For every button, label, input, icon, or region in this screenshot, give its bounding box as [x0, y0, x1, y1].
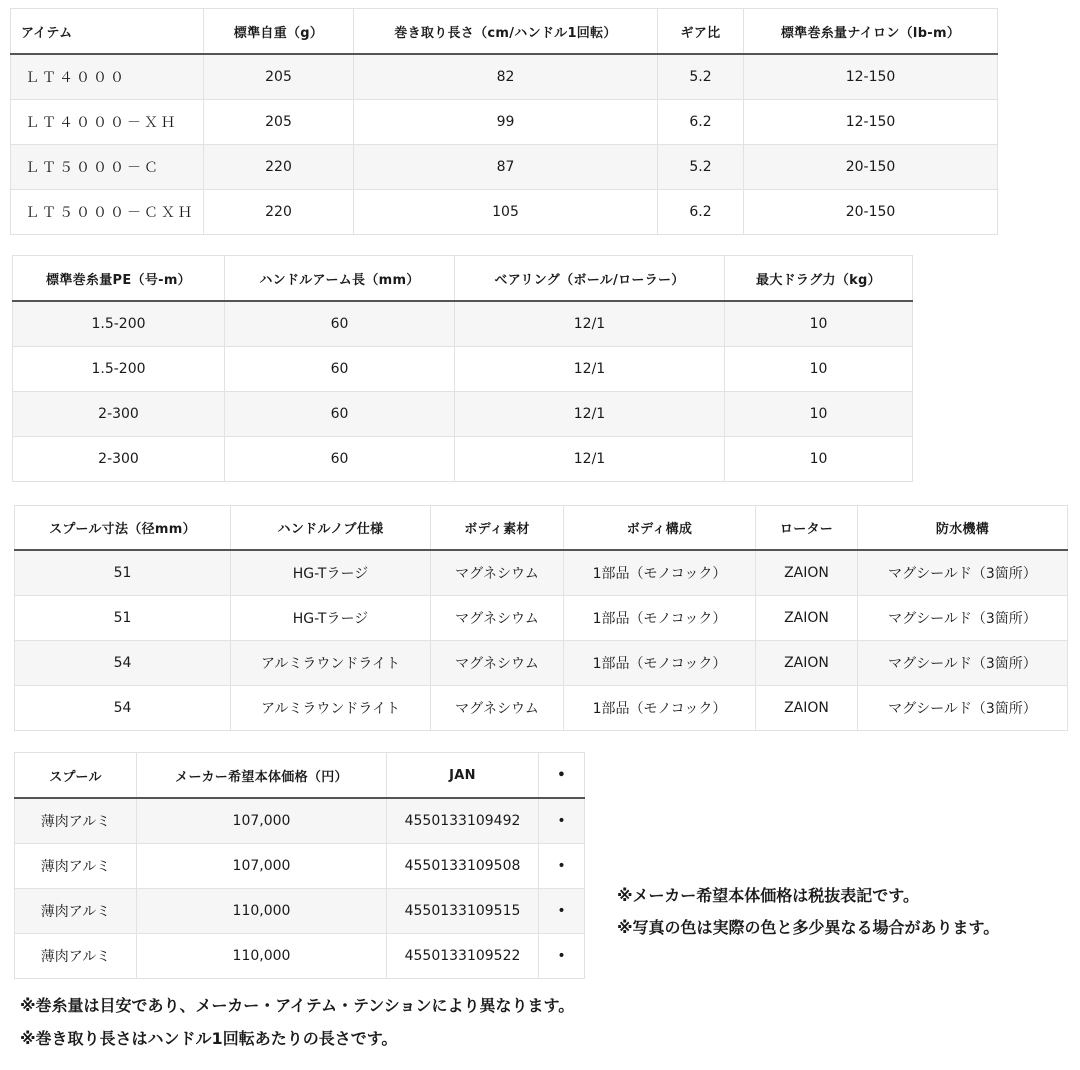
cell-jan: 4550133109522	[387, 934, 539, 979]
table-row	[11, 54, 998, 100]
header-max-drag: 最大ドラグ力（kg）	[725, 256, 913, 302]
table-row	[15, 889, 585, 934]
note-tax-excluded: ※メーカー希望本体価格は税抜表記です。	[617, 886, 919, 905]
table-row	[15, 844, 585, 889]
cell-body-material: マグネシウム	[431, 596, 564, 641]
table-row	[15, 550, 1068, 596]
header-spool: スプール	[15, 753, 137, 799]
cell-weight: 205	[204, 54, 354, 100]
table-header-row	[15, 753, 585, 799]
cell-waterproof: マグシールド（3箇所）	[858, 686, 1068, 731]
cell-item: ＬＴ４０００	[11, 54, 204, 100]
cell-nylon-capacity: 12-150	[744, 54, 998, 100]
cell-max-drag: 10	[725, 437, 913, 482]
cell-price: 110,000	[137, 934, 387, 979]
cell-retrieve-length: 87	[354, 145, 658, 190]
cell-weight: 220	[204, 145, 354, 190]
table-row	[15, 641, 1068, 686]
cell-weight: 205	[204, 100, 354, 145]
table-row	[15, 686, 1068, 731]
cell-max-drag: 10	[725, 392, 913, 437]
table-header-row	[13, 256, 913, 302]
cell-gear-ratio: 5.2	[658, 145, 744, 190]
header-body-construction: ボディ構成	[564, 506, 756, 551]
cell-item: ＬＴ５０００－Ｃ	[11, 145, 204, 190]
cell-spool: 薄肉アルミ	[15, 934, 137, 979]
cell-price: 110,000	[137, 889, 387, 934]
cell-body-construction: 1部品（モノコック）	[564, 641, 756, 686]
note-line-capacity: ※巻糸量は目安であり、メーカー・アイテム・テンションにより異なります。	[20, 996, 575, 1015]
cell-bullet: •	[539, 798, 585, 844]
cell-bearing: 12/1	[455, 347, 725, 392]
table-header-row	[11, 9, 998, 55]
header-gear-ratio: ギア比	[658, 9, 744, 55]
cell-jan: 4550133109492	[387, 798, 539, 844]
cell-waterproof: マグシールド（3箇所）	[858, 550, 1068, 596]
cell-bearing: 12/1	[455, 301, 725, 347]
table-row	[13, 392, 913, 437]
cell-pe-capacity: 2-300	[13, 392, 225, 437]
cell-weight: 220	[204, 190, 354, 235]
cell-body-material: マグネシウム	[431, 641, 564, 686]
header-rotor: ローター	[756, 506, 858, 551]
cell-waterproof: マグシールド（3箇所）	[858, 596, 1068, 641]
cell-bearing: 12/1	[455, 392, 725, 437]
table-row	[13, 301, 913, 347]
header-bearing: ベアリング（ボール/ローラー）	[455, 256, 725, 302]
cell-spool: 薄肉アルミ	[15, 798, 137, 844]
cell-handle-knob: HG-Tラージ	[231, 596, 431, 641]
cell-rotor: ZAION	[756, 550, 858, 596]
cell-nylon-capacity: 20-150	[744, 145, 998, 190]
table-row	[11, 190, 998, 235]
spec-table-construction	[14, 505, 1068, 731]
header-bullet: •	[539, 753, 585, 799]
header-body-material: ボディ素材	[431, 506, 564, 551]
cell-handle-arm-length: 60	[225, 437, 455, 482]
cell-handle-knob: HG-Tラージ	[231, 550, 431, 596]
table-row	[15, 798, 585, 844]
cell-handle-knob: アルミラウンドライト	[231, 641, 431, 686]
header-nylon-capacity: 標準巻糸量ナイロン（lb-m）	[744, 9, 998, 55]
cell-handle-arm-length: 60	[225, 347, 455, 392]
cell-gear-ratio: 6.2	[658, 190, 744, 235]
table-row	[13, 437, 913, 482]
cell-bearing: 12/1	[455, 437, 725, 482]
footer-notes	[20, 994, 1060, 1060]
header-spool-size: スプール寸法（径mm）	[15, 506, 231, 551]
header-item: アイテム	[11, 9, 204, 55]
cell-nylon-capacity: 20-150	[744, 190, 998, 235]
cell-retrieve-length: 105	[354, 190, 658, 235]
cell-max-drag: 10	[725, 301, 913, 347]
note-retrieve-length: ※巻き取り長さはハンドル1回転あたりの長さです。	[20, 1029, 398, 1048]
cell-body-construction: 1部品（モノコック）	[564, 686, 756, 731]
spec-table-price	[14, 752, 585, 979]
table-row	[13, 347, 913, 392]
table-row	[15, 934, 585, 979]
header-waterproof: 防水機構	[858, 506, 1068, 551]
cell-pe-capacity: 1.5-200	[13, 347, 225, 392]
cell-handle-knob: アルミラウンドライト	[231, 686, 431, 731]
cell-spool-size: 51	[15, 596, 231, 641]
cell-rotor: ZAION	[756, 596, 858, 641]
cell-jan: 4550133109515	[387, 889, 539, 934]
cell-pe-capacity: 1.5-200	[13, 301, 225, 347]
cell-price: 107,000	[137, 798, 387, 844]
cell-max-drag: 10	[725, 347, 913, 392]
cell-retrieve-length: 99	[354, 100, 658, 145]
cell-spool-size: 54	[15, 686, 231, 731]
cell-body-construction: 1部品（モノコック）	[564, 550, 756, 596]
cell-spool-size: 51	[15, 550, 231, 596]
cell-rotor: ZAION	[756, 686, 858, 731]
cell-bullet: •	[539, 934, 585, 979]
table-row	[15, 596, 1068, 641]
table-row	[11, 145, 998, 190]
header-handle-arm-length: ハンドルアーム長（mm）	[225, 256, 455, 302]
header-pe-capacity: 標準巻糸量PE（号-m）	[13, 256, 225, 302]
cell-spool-size: 54	[15, 641, 231, 686]
cell-jan: 4550133109508	[387, 844, 539, 889]
note-photo-color: ※写真の色は実際の色と多少異なる場合があります。	[617, 918, 1000, 937]
cell-pe-capacity: 2-300	[13, 437, 225, 482]
cell-gear-ratio: 5.2	[658, 54, 744, 100]
spec-table-basic	[10, 8, 998, 235]
cell-bullet: •	[539, 889, 585, 934]
cell-spool: 薄肉アルミ	[15, 889, 137, 934]
cell-handle-arm-length: 60	[225, 301, 455, 347]
table-row	[11, 100, 998, 145]
spec-table-capacity	[12, 255, 913, 482]
cell-item: ＬＴ４０００－ＸＨ	[11, 100, 204, 145]
cell-item: ＬＴ５０００－ＣＸＨ	[11, 190, 204, 235]
header-weight: 標準自重（g）	[204, 9, 354, 55]
cell-body-material: マグネシウム	[431, 686, 564, 731]
cell-body-material: マグネシウム	[431, 550, 564, 596]
header-price: メーカー希望本体価格（円）	[137, 753, 387, 799]
cell-spool: 薄肉アルミ	[15, 844, 137, 889]
cell-retrieve-length: 82	[354, 54, 658, 100]
cell-price: 107,000	[137, 844, 387, 889]
price-notes	[617, 884, 1057, 948]
cell-nylon-capacity: 12-150	[744, 100, 998, 145]
cell-bullet: •	[539, 844, 585, 889]
cell-handle-arm-length: 60	[225, 392, 455, 437]
cell-waterproof: マグシールド（3箇所）	[858, 641, 1068, 686]
header-handle-knob: ハンドルノブ仕様	[231, 506, 431, 551]
table-header-row	[15, 506, 1068, 551]
cell-body-construction: 1部品（モノコック）	[564, 596, 756, 641]
cell-rotor: ZAION	[756, 641, 858, 686]
header-jan: JAN	[387, 753, 539, 799]
cell-gear-ratio: 6.2	[658, 100, 744, 145]
header-retrieve-length: 巻き取り長さ（cm/ハンドル1回転）	[354, 9, 658, 55]
